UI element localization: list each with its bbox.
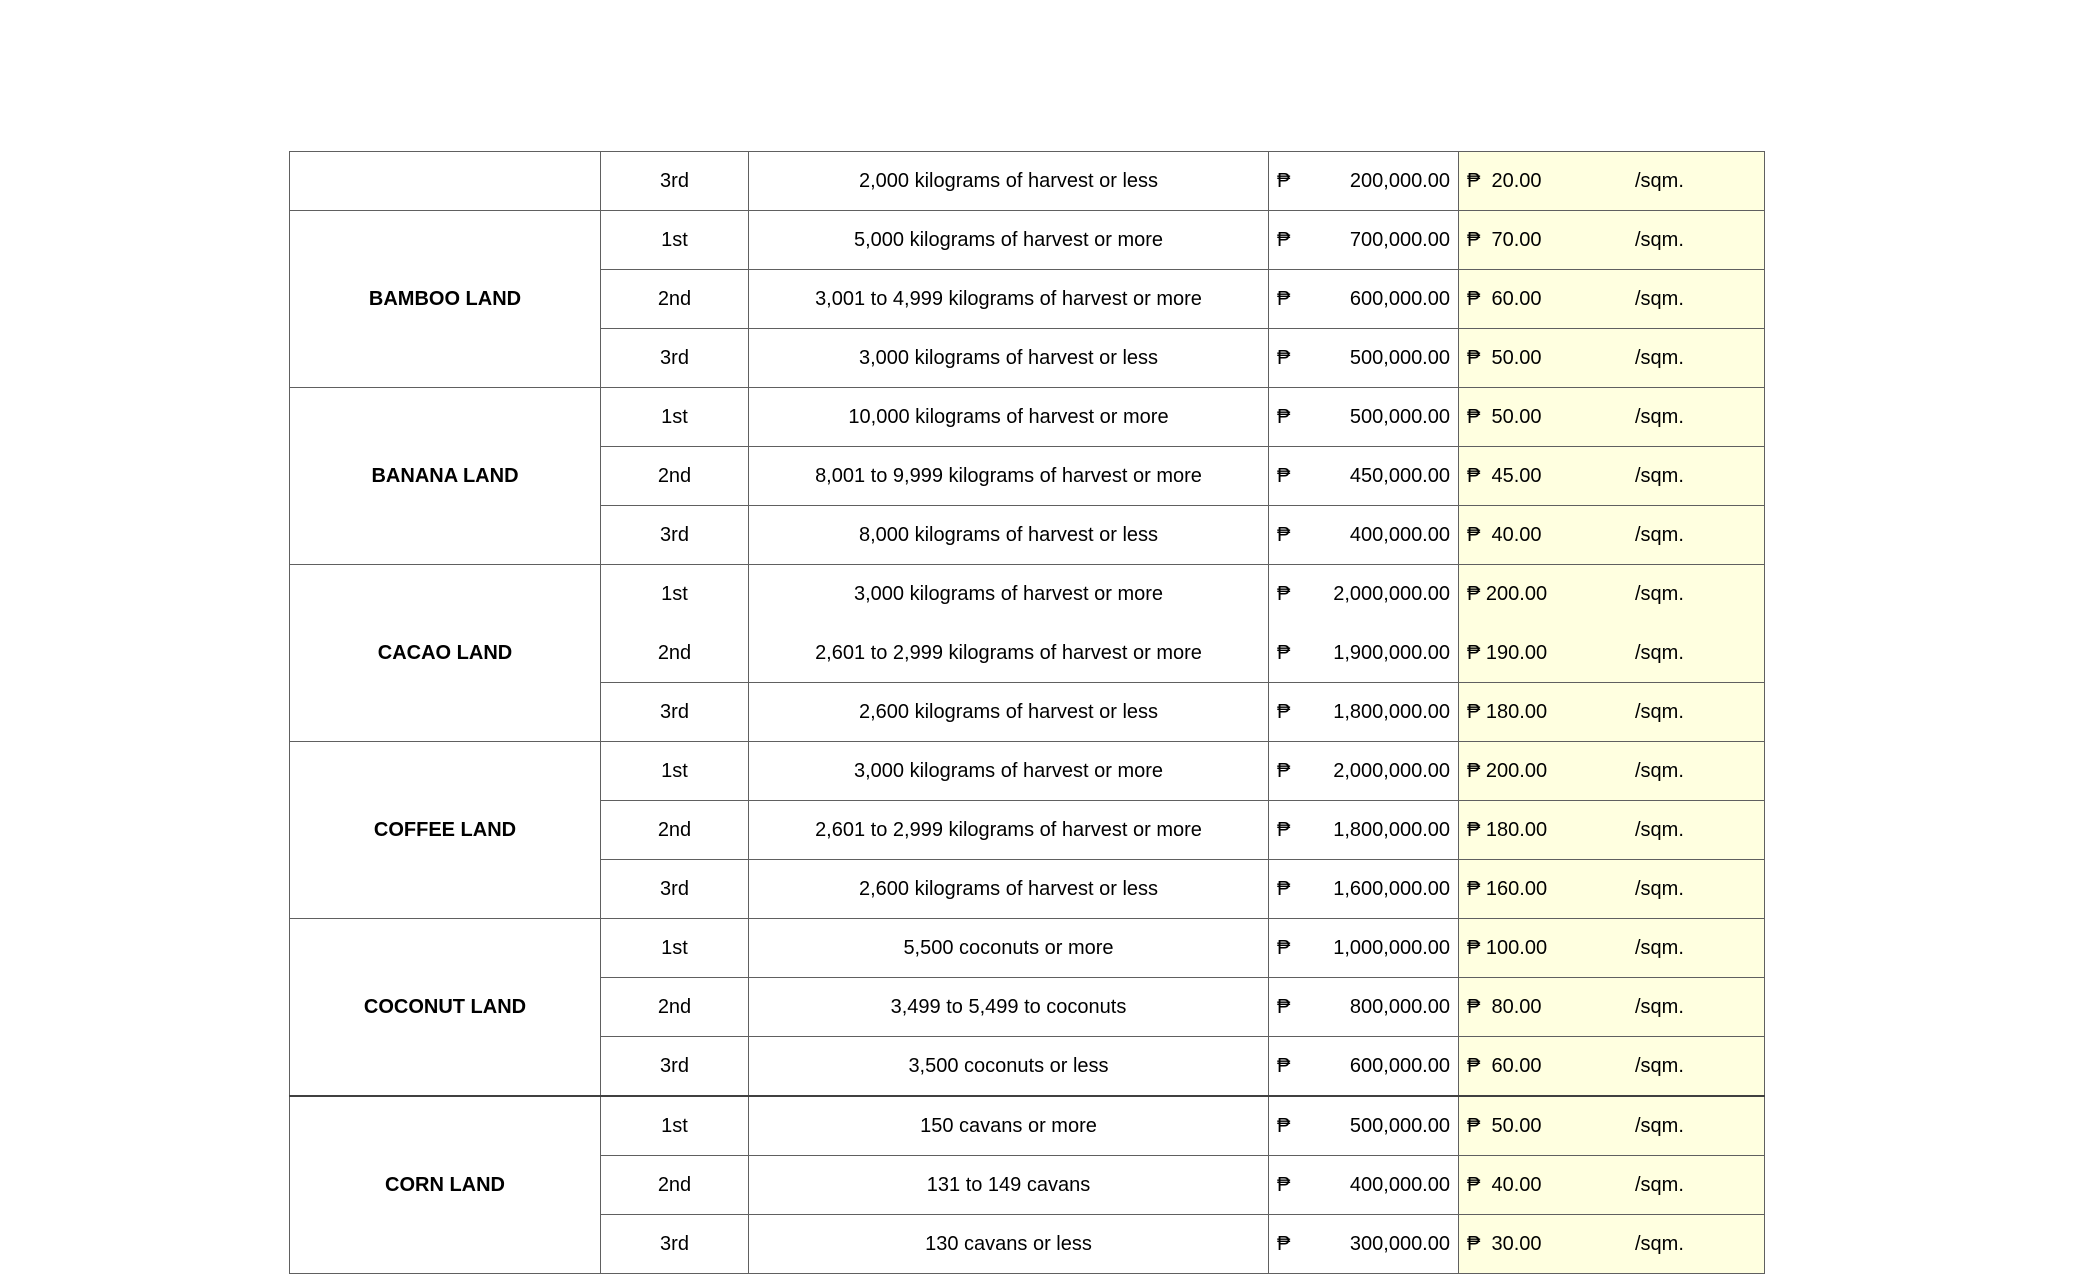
value-per-hectare-cell <box>1269 860 1459 919</box>
peso-sign: ₱ <box>1277 877 1291 900</box>
class-cell: 2nd <box>601 801 749 860</box>
table-row <box>290 1096 1765 1156</box>
rate-amount: ₱ 60.00 <box>1467 287 1542 310</box>
value-per-hectare-cell <box>1269 801 1459 860</box>
value-per-hectare-cell <box>1269 919 1459 978</box>
class-cell: 3rd <box>601 506 749 565</box>
rate-per-sqm-cell <box>1459 742 1765 801</box>
rate-unit: /sqm. <box>1635 877 1684 900</box>
rate-unit: /sqm. <box>1635 523 1684 546</box>
peso-sign: ₱ <box>1277 1173 1291 1196</box>
value-amount: 400,000.00 <box>1349 1173 1450 1196</box>
rate-unit: /sqm. <box>1635 405 1684 428</box>
rate-amount: ₱ 100.00 <box>1467 936 1548 959</box>
rate-amount: ₱ 45.00 <box>1467 464 1542 487</box>
rate-unit: /sqm. <box>1635 169 1684 192</box>
rate-unit: /sqm. <box>1635 1173 1684 1196</box>
rate-amount: ₱ 30.00 <box>1467 1232 1542 1255</box>
peso-sign: ₱ <box>1277 641 1291 664</box>
value-amount: 1,800,000.00 <box>1333 700 1450 723</box>
harvest-description-cell: 3,000 kilograms of harvest or less <box>749 329 1269 388</box>
rate-per-sqm-cell <box>1459 860 1765 919</box>
rate-per-sqm-cell <box>1459 978 1765 1037</box>
land-type-cell: CORN LAND <box>290 1096 601 1274</box>
peso-sign: ₱ <box>1277 1114 1291 1137</box>
table-row <box>290 742 1765 801</box>
rate-unit: /sqm. <box>1635 1054 1684 1077</box>
table-body <box>290 152 1765 1274</box>
harvest-description-cell: 2,600 kilograms of harvest or less <box>749 860 1269 919</box>
land-valuation-table <box>289 151 1765 1274</box>
rate-amount: ₱ 70.00 <box>1467 228 1542 251</box>
value-amount: 1,000,000.00 <box>1333 936 1450 959</box>
harvest-description-cell: 3,001 to 4,999 kilograms of harvest or more <box>749 270 1269 329</box>
value-amount: 800,000.00 <box>1349 995 1450 1018</box>
table-row <box>290 152 1765 211</box>
rate-per-sqm-cell <box>1459 1156 1765 1215</box>
value-amount: 200,000.00 <box>1349 169 1450 192</box>
class-cell: 3rd <box>601 152 749 211</box>
value-per-hectare-cell <box>1269 211 1459 270</box>
class-cell: 1st <box>601 565 749 624</box>
rate-per-sqm-cell <box>1459 388 1765 447</box>
rate-amount: ₱ 180.00 <box>1467 818 1548 841</box>
land-type-cell: BAMBOO LAND <box>290 211 601 388</box>
harvest-description-cell: 10,000 kilograms of harvest or more <box>749 388 1269 447</box>
rate-per-sqm-cell <box>1459 1096 1765 1156</box>
rate-unit: /sqm. <box>1635 1232 1684 1255</box>
peso-sign: ₱ <box>1277 936 1291 959</box>
rate-unit: /sqm. <box>1635 228 1684 251</box>
class-cell: 2nd <box>601 1156 749 1215</box>
value-per-hectare-cell <box>1269 565 1459 624</box>
land-type-cell: CACAO LAND <box>290 565 601 742</box>
rate-unit: /sqm. <box>1635 1114 1684 1137</box>
peso-sign: ₱ <box>1277 523 1291 546</box>
value-amount: 1,900,000.00 <box>1333 641 1450 664</box>
land-type-cell: BANANA LAND <box>290 388 601 565</box>
value-per-hectare-cell <box>1269 742 1459 801</box>
value-per-hectare-cell <box>1269 447 1459 506</box>
value-per-hectare-cell <box>1269 1096 1459 1156</box>
rate-unit: /sqm. <box>1635 582 1684 605</box>
peso-sign: ₱ <box>1277 1054 1291 1077</box>
table-row <box>290 211 1765 270</box>
rate-per-sqm-cell <box>1459 152 1765 211</box>
rate-amount: ₱ 20.00 <box>1467 169 1542 192</box>
peso-sign: ₱ <box>1277 995 1291 1018</box>
value-per-hectare-cell <box>1269 978 1459 1037</box>
value-per-hectare-cell <box>1269 1215 1459 1274</box>
class-cell: 1st <box>601 211 749 270</box>
rate-per-sqm-cell <box>1459 1215 1765 1274</box>
peso-sign: ₱ <box>1277 346 1291 369</box>
class-cell: 3rd <box>601 1215 749 1274</box>
harvest-description-cell: 3,000 kilograms of harvest or more <box>749 742 1269 801</box>
class-cell: 2nd <box>601 270 749 329</box>
harvest-description-cell: 5,500 coconuts or more <box>749 919 1269 978</box>
value-amount: 600,000.00 <box>1349 1054 1450 1077</box>
rate-per-sqm-cell <box>1459 447 1765 506</box>
class-cell: 3rd <box>601 329 749 388</box>
rate-amount: ₱ 50.00 <box>1467 346 1542 369</box>
peso-sign: ₱ <box>1277 818 1291 841</box>
value-amount: 450,000.00 <box>1349 464 1450 487</box>
class-cell: 1st <box>601 919 749 978</box>
rate-amount: ₱ 50.00 <box>1467 1114 1542 1137</box>
value-amount: 500,000.00 <box>1349 346 1450 369</box>
harvest-description-cell: 8,001 to 9,999 kilograms of harvest or more <box>749 447 1269 506</box>
value-amount: 1,800,000.00 <box>1333 818 1450 841</box>
harvest-description-cell: 2,601 to 2,999 kilograms of harvest or more <box>749 801 1269 860</box>
value-amount: 2,000,000.00 <box>1333 582 1450 605</box>
value-amount: 2,000,000.00 <box>1333 759 1450 782</box>
rate-amount: ₱ 40.00 <box>1467 523 1542 546</box>
harvest-description-cell: 3,500 coconuts or less <box>749 1037 1269 1097</box>
value-per-hectare-cell <box>1269 624 1459 683</box>
rate-per-sqm-cell <box>1459 565 1765 624</box>
rate-per-sqm-cell <box>1459 1037 1765 1097</box>
class-cell: 3rd <box>601 860 749 919</box>
value-per-hectare-cell <box>1269 1156 1459 1215</box>
class-cell: 1st <box>601 1096 749 1156</box>
value-per-hectare-cell <box>1269 388 1459 447</box>
class-cell: 1st <box>601 388 749 447</box>
class-cell: 3rd <box>601 683 749 742</box>
rate-per-sqm-cell <box>1459 506 1765 565</box>
class-cell: 2nd <box>601 978 749 1037</box>
table-row <box>290 919 1765 978</box>
peso-sign: ₱ <box>1277 228 1291 251</box>
peso-sign: ₱ <box>1277 405 1291 428</box>
value-per-hectare-cell <box>1269 683 1459 742</box>
peso-sign: ₱ <box>1277 759 1291 782</box>
rate-per-sqm-cell <box>1459 919 1765 978</box>
land-valuation-sheet <box>289 151 1764 1266</box>
harvest-description-cell: 3,000 kilograms of harvest or more <box>749 565 1269 624</box>
harvest-description-cell: 2,600 kilograms of harvest or less <box>749 683 1269 742</box>
rate-unit: /sqm. <box>1635 464 1684 487</box>
peso-sign: ₱ <box>1277 700 1291 723</box>
rate-per-sqm-cell <box>1459 683 1765 742</box>
land-type-cell: COFFEE LAND <box>290 742 601 919</box>
class-cell: 1st <box>601 742 749 801</box>
class-cell: 2nd <box>601 624 749 683</box>
class-cell: 2nd <box>601 447 749 506</box>
value-per-hectare-cell <box>1269 506 1459 565</box>
table-row <box>290 565 1765 624</box>
value-amount: 1,600,000.00 <box>1333 877 1450 900</box>
harvest-description-cell: 130 cavans or less <box>749 1215 1269 1274</box>
harvest-description-cell: 2,000 kilograms of harvest or less <box>749 152 1269 211</box>
value-amount: 500,000.00 <box>1349 405 1450 428</box>
harvest-description-cell: 3,499 to 5,499 to coconuts <box>749 978 1269 1037</box>
rate-amount: ₱ 40.00 <box>1467 1173 1542 1196</box>
rate-per-sqm-cell <box>1459 270 1765 329</box>
rate-unit: /sqm. <box>1635 936 1684 959</box>
rate-unit: /sqm. <box>1635 995 1684 1018</box>
rate-amount: ₱ 160.00 <box>1467 877 1548 900</box>
rate-amount: ₱ 50.00 <box>1467 405 1542 428</box>
harvest-description-cell: 2,601 to 2,999 kilograms of harvest or more <box>749 624 1269 683</box>
rate-per-sqm-cell <box>1459 329 1765 388</box>
peso-sign: ₱ <box>1277 287 1291 310</box>
harvest-description-cell: 150 cavans or more <box>749 1096 1269 1156</box>
value-amount: 600,000.00 <box>1349 287 1450 310</box>
value-per-hectare-cell <box>1269 329 1459 388</box>
peso-sign: ₱ <box>1277 582 1291 605</box>
rate-unit: /sqm. <box>1635 287 1684 310</box>
peso-sign: ₱ <box>1277 169 1291 192</box>
rate-amount: ₱ 190.00 <box>1467 641 1548 664</box>
table-row <box>290 388 1765 447</box>
value-per-hectare-cell <box>1269 1037 1459 1097</box>
rate-amount: ₱ 200.00 <box>1467 582 1548 605</box>
rate-amount: ₱ 60.00 <box>1467 1054 1542 1077</box>
rate-unit: /sqm. <box>1635 818 1684 841</box>
class-cell: 3rd <box>601 1037 749 1097</box>
rate-per-sqm-cell <box>1459 211 1765 270</box>
value-per-hectare-cell <box>1269 270 1459 329</box>
harvest-description-cell: 8,000 kilograms of harvest or less <box>749 506 1269 565</box>
rate-amount: ₱ 200.00 <box>1467 759 1548 782</box>
value-amount: 700,000.00 <box>1349 228 1450 251</box>
value-amount: 500,000.00 <box>1349 1114 1450 1137</box>
peso-sign: ₱ <box>1277 464 1291 487</box>
rate-unit: /sqm. <box>1635 346 1684 369</box>
land-type-cell: COCONUT LAND <box>290 919 601 1097</box>
value-amount: 400,000.00 <box>1349 523 1450 546</box>
harvest-description-cell: 5,000 kilograms of harvest or more <box>749 211 1269 270</box>
rate-amount: ₱ 180.00 <box>1467 700 1548 723</box>
land-type-cell <box>290 152 601 211</box>
rate-per-sqm-cell <box>1459 801 1765 860</box>
harvest-description-cell: 131 to 149 cavans <box>749 1156 1269 1215</box>
value-amount: 300,000.00 <box>1349 1232 1450 1255</box>
value-per-hectare-cell <box>1269 152 1459 211</box>
rate-amount: ₱ 80.00 <box>1467 995 1542 1018</box>
rate-unit: /sqm. <box>1635 641 1684 664</box>
rate-unit: /sqm. <box>1635 759 1684 782</box>
rate-per-sqm-cell <box>1459 624 1765 683</box>
rate-unit: /sqm. <box>1635 700 1684 723</box>
peso-sign: ₱ <box>1277 1232 1291 1255</box>
